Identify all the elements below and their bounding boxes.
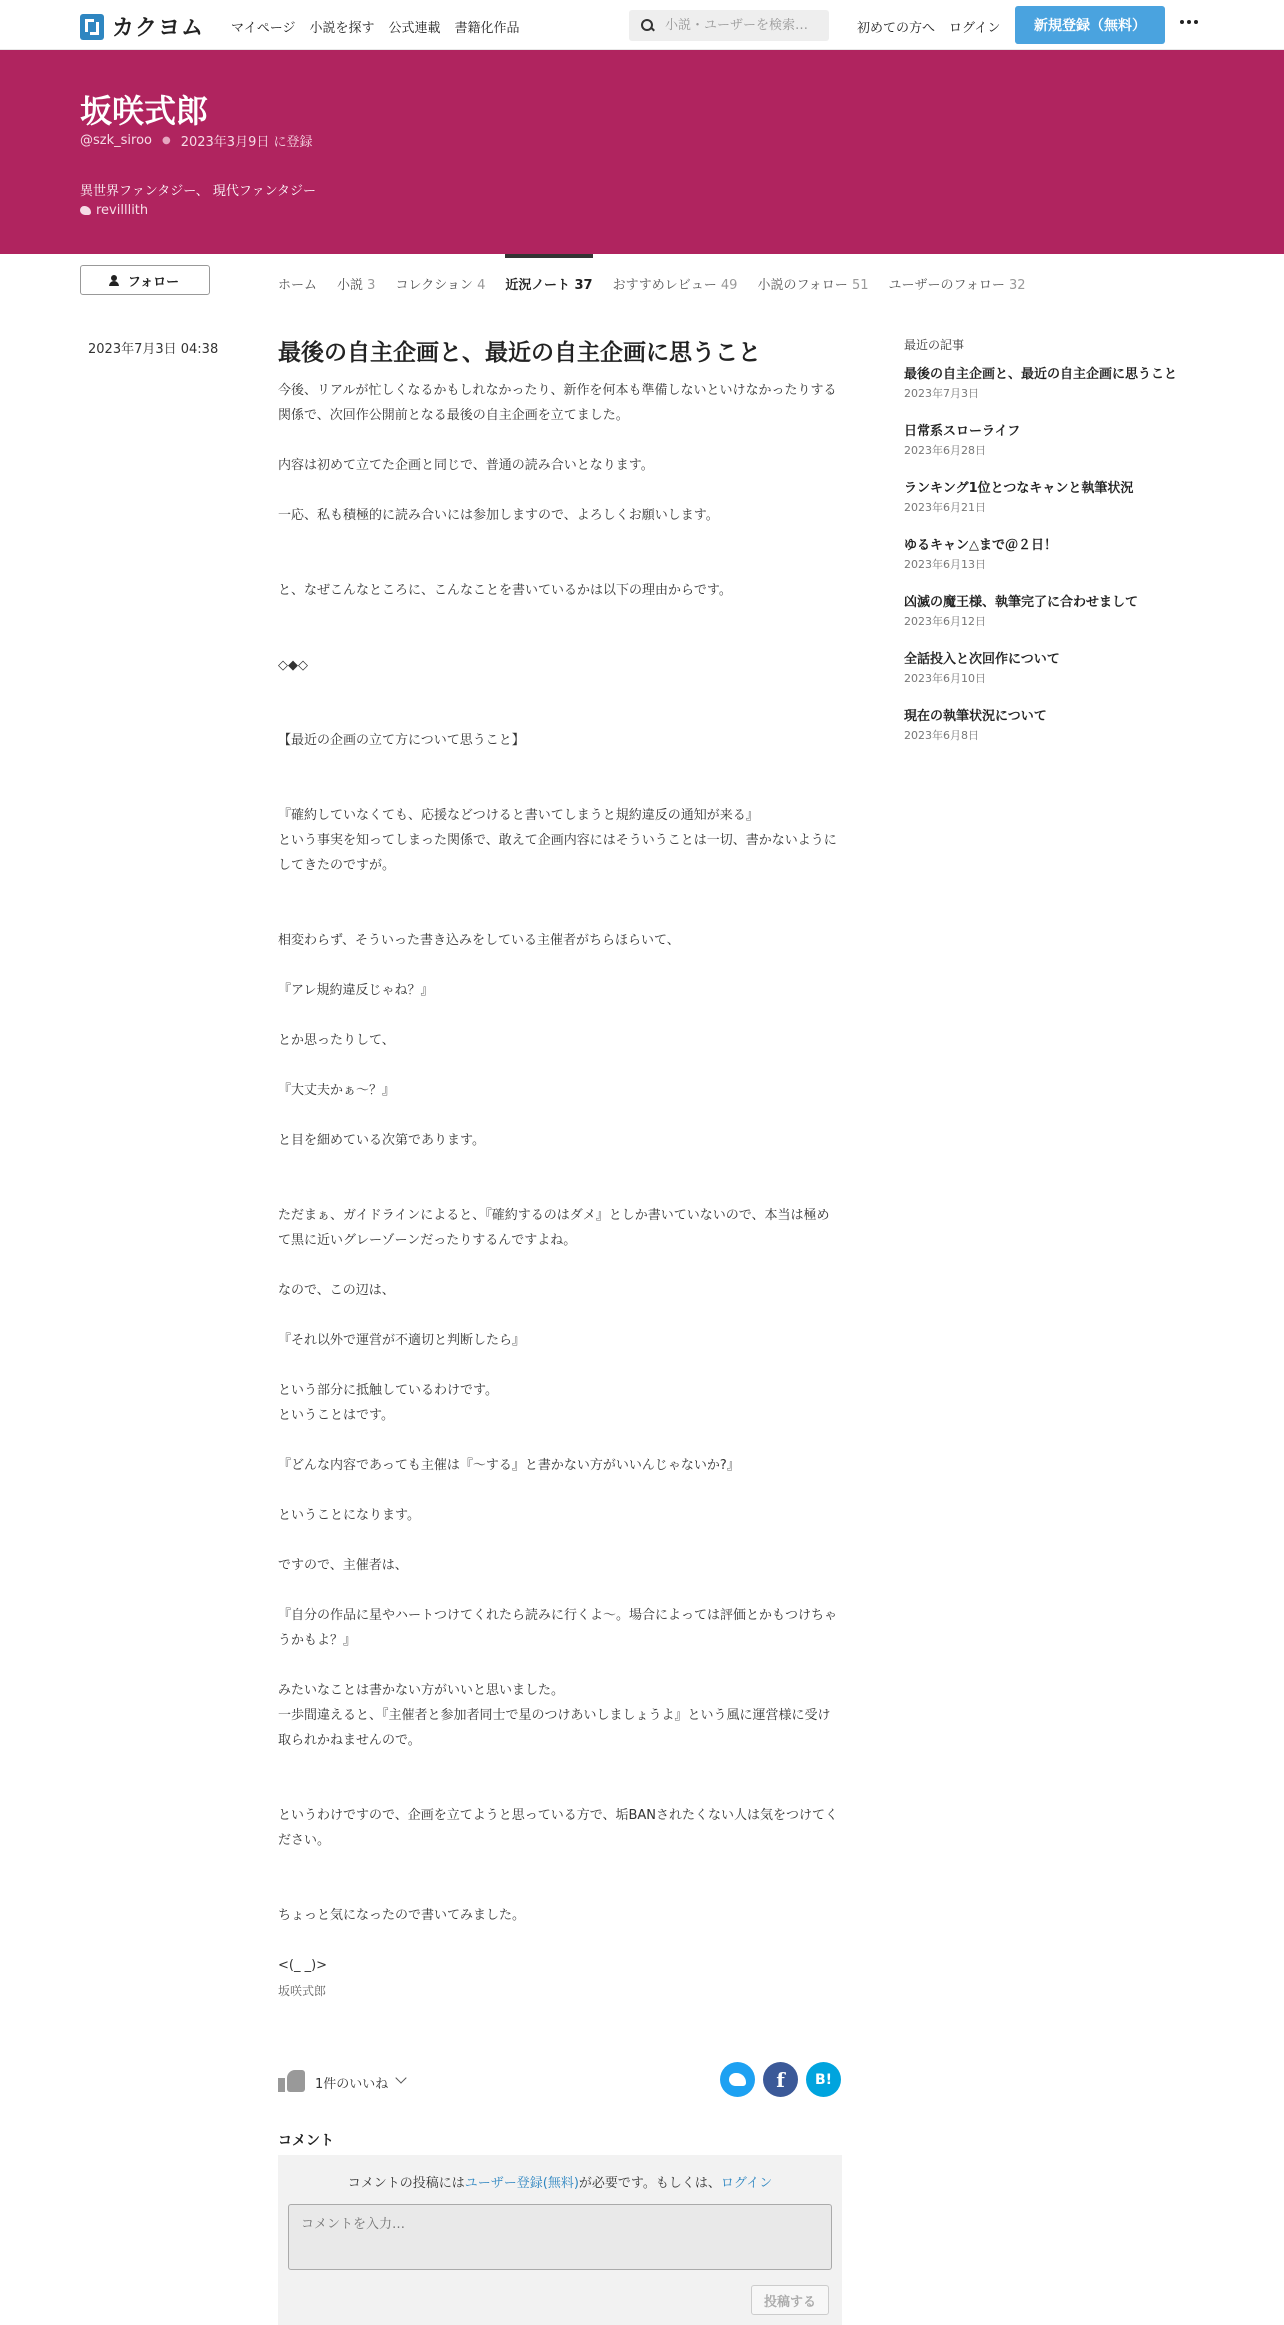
user-name[interactable]: 坂咲式郎 <box>80 92 209 130</box>
tab-novel-follows[interactable]: 小説のフォロー 51 <box>757 278 869 293</box>
sidebar-title: 最近の記事 <box>904 338 965 352</box>
register-link[interactable]: ユーザー登録(無料) <box>464 2176 579 2191</box>
article-paragraph: ◇◆◇ <box>278 658 308 673</box>
article-paragraph: という部分に抵触しているわけです。 <box>278 1383 498 1398</box>
article-paragraph <box>278 703 840 728</box>
search-icon[interactable] <box>641 19 655 33</box>
article-paragraph <box>278 678 840 703</box>
article-paragraph <box>278 1928 840 1953</box>
first-time-link[interactable]: 初めての方へ <box>857 21 936 36</box>
follow-label: フォロー <box>127 274 180 290</box>
article-paragraph: 『自分の作品に星やハートつけてくれたら読みに行くよ～。場合によっては評価とかもつけちゃうかもよ？』 <box>278 1608 838 1648</box>
recent-post-item[interactable] <box>904 422 1214 460</box>
article-paragraph <box>278 778 840 803</box>
article-paragraph <box>278 753 840 778</box>
site-logo[interactable] <box>80 11 204 42</box>
recent-post-date: 2023年6月8日 <box>904 729 979 742</box>
article-body <box>278 378 840 1978</box>
tab-home[interactable]: ホーム <box>278 278 318 293</box>
article-paragraph <box>278 528 840 553</box>
share-twitter-button[interactable] <box>720 2062 755 2097</box>
comment-login-link[interactable]: ログイン <box>720 2176 773 2191</box>
tab-news-notes[interactable]: 近況ノート 37 <box>505 254 592 308</box>
article-paragraph <box>278 628 840 653</box>
recent-post-date: 2023年6月10日 <box>904 672 986 685</box>
article-paragraph <box>278 603 840 628</box>
article-paragraph <box>278 1878 840 1903</box>
article-paragraph: 一歩間違えると、『主催者と参加者同士で星のつけあいしましょうよ』という風に運営様に受け取られかねませんので。 <box>278 1708 831 1748</box>
article-paragraph: みたいなことは書かない方がいいと思いました。 <box>278 1683 565 1698</box>
article-paragraph <box>278 1653 840 1678</box>
recent-post-item[interactable] <box>904 365 1214 403</box>
comments-heading: コメント <box>278 2133 334 2149</box>
article <box>278 336 840 1999</box>
article-paragraph: <(_ _)> <box>278 1958 328 1973</box>
recent-post-title[interactable]: ランキング1位とつなキャンと執筆状況 <box>904 481 1134 496</box>
article-paragraph: 『それ以外で運営が不適切と判断したら』 <box>278 1333 526 1348</box>
author-signature[interactable]: 坂咲式郎 <box>278 1984 327 1998</box>
recent-post-date: 2023年6月28日 <box>904 444 986 457</box>
separator-dot: ● <box>161 135 171 146</box>
article-paragraph <box>278 553 840 578</box>
article-paragraph: 『どんな内容であっても主催は『～する』と書かない方がいいんじゃないか?』 <box>278 1458 740 1473</box>
article-paragraph: という事実を知ってしまった関係で、敢えて企画内容にはそういうことは一切、書かないようにしてきたのですが。 <box>278 833 837 873</box>
tab-collections[interactable]: コレクション 4 <box>395 278 486 293</box>
twitter-icon <box>80 206 91 215</box>
recent-post-title[interactable]: 日常系スローライフ <box>904 424 1021 439</box>
main-nav <box>231 17 520 36</box>
recent-post-title[interactable]: 最後の自主企画と、最近の自主企画に思うこと <box>904 367 1178 382</box>
logo-text: カクヨム <box>112 16 205 41</box>
article-paragraph <box>278 478 840 503</box>
article-paragraph <box>278 1053 840 1078</box>
facebook-icon: f <box>776 2067 785 2092</box>
nav-official[interactable]: 公式連載 <box>388 21 441 36</box>
user-handle: @szk_siroo <box>80 133 152 148</box>
article-paragraph: とか思ったりして、 <box>278 1033 395 1048</box>
search-box <box>629 10 829 41</box>
post-date: 2023年7月3日 04:38 <box>88 342 219 357</box>
recent-post-title[interactable]: 全話投入と次回作について <box>904 652 1060 667</box>
recent-post-item[interactable] <box>904 536 1214 574</box>
recent-post-title[interactable]: 現在の執筆状況について <box>904 709 1047 724</box>
recent-post-date: 2023年6月21日 <box>904 501 986 514</box>
tab-novels[interactable]: 小説 3 <box>337 278 376 293</box>
add-user-icon <box>111 275 124 286</box>
article-paragraph <box>278 1303 840 1328</box>
article-paragraph <box>278 1103 840 1128</box>
recent-post-item[interactable] <box>904 650 1214 688</box>
article-paragraph: 【最近の企画の立て方について思うこと】 <box>278 733 525 748</box>
more-icon[interactable] <box>1180 20 1198 24</box>
article-paragraph: 『アレ規約違反じゃね？』 <box>278 983 434 998</box>
article-paragraph: 『確約していなくても、応援などつけると書いてしまうと規約違反の通知が来る』 <box>278 808 759 823</box>
article-paragraph: ただまぁ、ガイドラインによると、『確約するのはダメ』としか書いていないので、本当は極めて黒に近いグレーゾーンだったりするんですよね。 <box>278 1208 830 1248</box>
recent-posts-sidebar <box>904 336 1214 764</box>
recent-posts-list <box>904 365 1214 745</box>
article-paragraph <box>278 1428 840 1453</box>
comment-login-note <box>278 2172 842 2191</box>
article-title: 最後の自主企画と、最近の自主企画に思うこと <box>278 340 761 366</box>
article-paragraph <box>278 428 840 453</box>
article-paragraph: と、なぜこんなところに、こんなことを書いているかは以下の理由からです。 <box>278 583 732 598</box>
recent-post-item[interactable] <box>904 479 1214 517</box>
registered-date: 2023年3月9日 に登録 <box>180 135 313 150</box>
article-paragraph: 相変わらず、そういった書き込みをしている主催者がちらほらいて、 <box>278 933 680 948</box>
article-paragraph <box>278 903 840 928</box>
article-paragraph <box>278 1478 840 1503</box>
tab-user-follows[interactable]: ユーザーのフォロー 32 <box>888 278 1026 293</box>
article-paragraph <box>278 1578 840 1603</box>
article-paragraph: 内容は初めて立てた企画と同じで、普通の読み合いとなります。 <box>278 458 654 473</box>
article-paragraph: 『大丈夫かぁ～？』 <box>278 1083 396 1098</box>
signup-button[interactable]: 新規登録（無料） <box>1015 6 1165 44</box>
article-paragraph: ということになります。 <box>278 1508 420 1523</box>
article-paragraph <box>278 1253 840 1278</box>
search-input[interactable] <box>665 18 825 33</box>
recent-post-title[interactable]: ゆるキャン△まで＠２日！ <box>904 538 1057 553</box>
article-paragraph: ちょっと気になったので書いてみました。 <box>278 1908 526 1923</box>
article-paragraph: というわけですので、企画を立てようと思っている方で、垢BANされたくない人は気をつけてください。 <box>278 1808 839 1848</box>
user-genres: 異世界ファンタジー、 現代ファンタジー <box>80 184 317 199</box>
like-count[interactable]: 1件のいいね <box>315 2077 389 2092</box>
user-meta <box>80 131 312 150</box>
login-link[interactable]: ログイン <box>949 21 1001 36</box>
recent-post-date: 2023年6月13日 <box>904 558 986 571</box>
share-facebook-button[interactable] <box>763 2062 798 2097</box>
article-paragraph <box>278 1353 840 1378</box>
article-paragraph <box>278 953 840 978</box>
recent-post-item[interactable] <box>904 593 1214 631</box>
top-nav <box>0 0 1284 50</box>
article-paragraph <box>278 878 840 903</box>
note-text-mid: が必要です。もしくは、 <box>578 2176 721 2191</box>
profile-tabs <box>278 254 1026 308</box>
article-paragraph: 今後、リアルが忙しくなるかもしれなかったり、新作を何本も準備しないといけなかったりする関係で、次回作公開前となる最後の自主企画を立てました。 <box>278 383 837 423</box>
nav-published[interactable]: 書籍化作品 <box>454 21 520 36</box>
twitter-handle: revilllith <box>96 203 149 218</box>
article-paragraph <box>278 1853 840 1878</box>
article-paragraph <box>278 1753 840 1778</box>
logo-icon <box>80 14 104 40</box>
recent-post-item[interactable] <box>904 707 1214 745</box>
follow-button[interactable] <box>80 265 210 295</box>
comment-input[interactable] <box>288 2204 832 2270</box>
recent-post-title[interactable]: 凶滅の魔王様、執筆完了に合わせまして <box>904 595 1139 610</box>
article-paragraph: ということはです。 <box>278 1408 394 1423</box>
chevron-down-icon[interactable] <box>395 2072 406 2083</box>
twitter-icon <box>729 2073 746 2086</box>
note-text: コメントの投稿には <box>347 2176 465 2191</box>
profile-banner <box>0 50 1284 254</box>
hatena-icon: B! <box>814 2071 833 2088</box>
article-paragraph: なので、この辺は、 <box>278 1283 395 1298</box>
article-paragraph: ですので、主催者は、 <box>278 1558 408 1573</box>
reaction-row <box>278 2062 842 2098</box>
tab-reviews[interactable]: おすすめレビュー 49 <box>612 278 738 293</box>
comment-form <box>278 2155 842 2325</box>
recent-post-date: 2023年7月3日 <box>904 387 979 400</box>
article-paragraph <box>278 1003 840 1028</box>
article-paragraph <box>278 1153 840 1178</box>
article-paragraph <box>278 1178 840 1203</box>
nav-find-novels[interactable]: 小説を探す <box>309 21 375 36</box>
article-paragraph: と目を細めている次第であります。 <box>278 1133 485 1148</box>
nav-mypage[interactable]: マイページ <box>231 21 296 36</box>
thumbs-up-icon[interactable] <box>278 2068 306 2092</box>
article-paragraph: 一応、私も積極的に読み合いには参加しますので、よろしくお願いします。 <box>278 508 719 523</box>
article-paragraph <box>278 1528 840 1553</box>
post-comment-button[interactable]: 投稿する <box>751 2285 829 2315</box>
twitter-link[interactable] <box>80 203 148 218</box>
article-paragraph <box>278 1778 840 1803</box>
recent-post-date: 2023年6月12日 <box>904 615 986 628</box>
share-hatena-button[interactable] <box>806 2062 841 2097</box>
